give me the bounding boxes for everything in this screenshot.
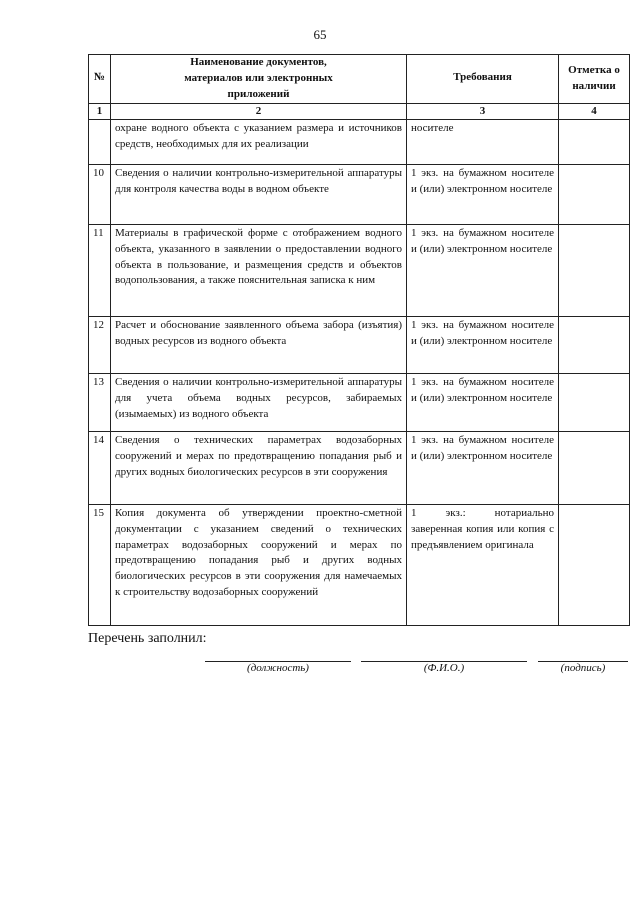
filled-by-label: Перечень заполнил: — [88, 631, 207, 646]
requirement: 1 экз. на бумажном носителе и (или) электронном носителе — [407, 225, 559, 317]
presence-mark-cell[interactable] — [559, 120, 630, 165]
presence-mark-cell[interactable] — [559, 505, 630, 626]
table-row — [89, 225, 630, 317]
table-row — [89, 165, 630, 225]
document-name: Сведения о технических параметрах водозаборных сооружений и мерах по предотвращению попадания рыб и других водных биологических ресурсов в эти сооружения — [111, 432, 407, 505]
document-name: Копия документа об утверждении проектно-сметной документации с указанием сведений о технических параметрах водозаборных сооружений и мерах по предотвращению попадания рыб и других водных биологических ресурсов в эти сооружения для намечаемых к строительству водозаборных сооружений — [111, 505, 407, 626]
column-number: 2 — [111, 104, 407, 120]
requirement: 1 экз. на бумажном носителе и (или) электронном носителе — [407, 374, 559, 432]
row-number: 12 — [89, 317, 111, 374]
table-row — [89, 374, 630, 432]
table-row — [89, 505, 630, 626]
header-name: Наименование документов, материалов или электронных приложений — [111, 55, 407, 104]
row-number: 10 — [89, 165, 111, 225]
presence-mark-cell[interactable] — [559, 225, 630, 317]
row-number: 15 — [89, 505, 111, 626]
header-requirements: Требования — [407, 55, 559, 104]
documents-table — [88, 54, 630, 626]
full-name-caption: (Ф.И.О.) — [423, 662, 465, 674]
signature-caption: (подпись) — [560, 662, 606, 674]
presence-mark-cell[interactable] — [559, 317, 630, 374]
table-row — [89, 317, 630, 374]
header-mark: Отметка о наличии — [559, 55, 630, 104]
requirement: 1 экз. на бумажном носителе и (или) электронном носителе — [407, 165, 559, 225]
table-row — [89, 120, 630, 165]
position-caption: (должность) — [247, 662, 309, 674]
requirement: 1 экз.: нотариально заверенная копия или копия с предъявлением оригинала — [407, 505, 559, 626]
requirement: носителе — [407, 120, 559, 165]
column-number: 1 — [89, 104, 111, 120]
row-number: 13 — [89, 374, 111, 432]
column-number: 4 — [559, 104, 630, 120]
document-name: Сведения о наличии контрольно-измерительной аппаратуры для учета объема водных ресурсов, забираемых (изымаемых) из водного объекта — [111, 374, 407, 432]
row-number: 11 — [89, 225, 111, 317]
row-number: 14 — [89, 432, 111, 505]
page-number: 65 — [313, 27, 327, 42]
document-name: Сведения о наличии контрольно-измерительной аппаратуры для контроля качества воды в водном объекте — [111, 165, 407, 225]
presence-mark-cell[interactable] — [559, 165, 630, 225]
requirement: 1 экз. на бумажном носителе и (или) электронном носителе — [407, 432, 559, 505]
document-name: Расчет и обоснование заявленного объема забора (изъятия) водных ресурсов из водного объекта — [111, 317, 407, 374]
table-header-row — [89, 55, 630, 104]
document-name: Материалы в графической форме с отображением водного объекта, указанного в заявлении о предоставлении водного объекта в пользование, и размещения средств и объектов водопользования, а также пояснительная записка к ним — [111, 225, 407, 317]
header-num: № — [89, 55, 111, 104]
table-row — [89, 432, 630, 505]
requirement: 1 экз. на бумажном носителе и (или) электронном носителе — [407, 317, 559, 374]
column-number-row — [89, 104, 630, 120]
presence-mark-cell[interactable] — [559, 432, 630, 505]
document-name: охране водного объекта с указанием размера и источников средств, необходимых для их реализации — [111, 120, 407, 165]
column-number: 3 — [407, 104, 559, 120]
row-number — [89, 120, 111, 165]
presence-mark-cell[interactable] — [559, 374, 630, 432]
